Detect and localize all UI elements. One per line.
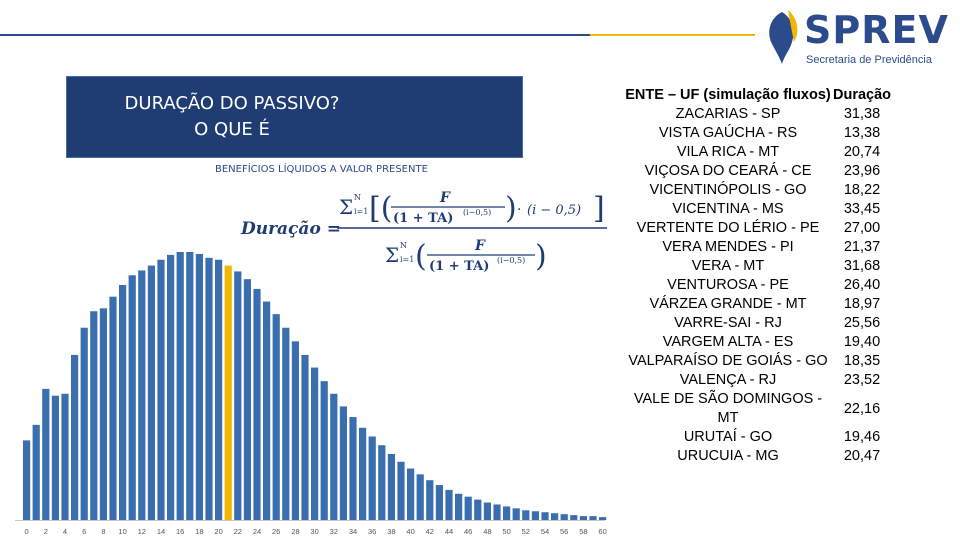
duracao-cell: 27,00: [843, 220, 881, 236]
chart-bar: [196, 254, 203, 520]
duracao-cell: 25,56: [843, 315, 881, 331]
chart-bar: [465, 497, 472, 520]
chart-bar: [61, 394, 68, 520]
x-tick-label: 24: [252, 527, 262, 536]
ente-cell: VALPARAÍSO DE GOIÁS - GO: [628, 353, 828, 369]
x-tick-label: 20: [214, 527, 223, 536]
chart-bar: [321, 381, 328, 520]
chart-bar: [369, 436, 376, 520]
chart-bar: [100, 308, 107, 520]
duracao-cell: 23,96: [843, 163, 881, 179]
chart-bar: [282, 328, 289, 520]
formula-ta-top: (1 + TA): [393, 211, 454, 226]
ente-cell: VIÇOSA DO CEARÁ - CE: [644, 163, 812, 179]
chart-bar: [551, 513, 558, 520]
x-tick-label: 10: [118, 527, 127, 536]
ente-cell: VISTA GAÚCHA - RS: [658, 125, 798, 141]
duracao-cell: 22,16: [843, 400, 881, 417]
table-row: [625, 200, 893, 219]
header-rule-accent: [590, 34, 755, 36]
x-tick-label: 38: [387, 527, 396, 536]
chart-bar: [205, 258, 212, 520]
ente-cell: VALE DE SÃO DOMINGOS - MT: [633, 391, 823, 426]
table-row: [625, 390, 893, 428]
ente-cell: VENTUROSA - PE: [667, 277, 789, 293]
table-row: [625, 219, 893, 238]
x-tick-label: 58: [579, 527, 588, 536]
chart-bar: [119, 285, 126, 520]
svg-text:[(: [(: [369, 191, 393, 226]
formula-lhs: Duração =: [241, 219, 341, 239]
svg-text:): ): [535, 239, 547, 274]
formula-ta-bottom: (1 + TA): [429, 259, 490, 274]
chart-bar: [90, 311, 97, 520]
ente-cell: VICENTINÓPOLIS - GO: [649, 182, 807, 198]
chart-bar: [263, 302, 270, 520]
chart-bar: [215, 260, 222, 520]
chart-bar: [234, 271, 241, 520]
chart-bar: [436, 485, 443, 520]
x-tick-label: 14: [156, 527, 166, 536]
duracao-cell: 26,40: [843, 277, 881, 293]
ente-cell: VALENÇA - RJ: [679, 372, 777, 388]
table-header-row: [625, 86, 893, 105]
column-header-duracao: Duração: [832, 87, 892, 103]
chart-bar: [71, 355, 78, 520]
duracao-cell: 23,52: [843, 372, 881, 388]
x-tick-label: 42: [425, 527, 434, 536]
chart-bar: [129, 275, 136, 520]
chart-bar: [397, 462, 404, 520]
table-row: [625, 181, 893, 200]
duracao-cell: 18,97: [843, 296, 881, 312]
table-row: [625, 162, 893, 181]
chart-bar: [177, 252, 184, 520]
x-tick-label: 34: [348, 527, 358, 536]
chart-bar: [388, 454, 395, 520]
chart-bar: [349, 417, 356, 520]
chart-bar: [426, 480, 433, 520]
column-header-ente: ENTE – UF (simulação fluxos): [625, 87, 831, 103]
chart-bar: [301, 355, 308, 520]
table-row: [625, 295, 893, 314]
x-tick-label: 48: [483, 527, 492, 536]
x-tick-label: 0: [24, 527, 29, 536]
chart-bar: [561, 514, 568, 520]
chart-bar: [474, 500, 481, 520]
x-tick-label: 8: [101, 527, 106, 536]
chart-bar: [570, 515, 577, 520]
logo-subtitle: Secretaria de Previdência: [806, 54, 932, 66]
duracao-cell: 18,35: [843, 353, 881, 369]
table-row: [625, 333, 893, 352]
chart-bar: [42, 389, 49, 520]
ente-cell: VARRE-SAI - RJ: [674, 315, 782, 331]
formula-exp-top: (i−0,5): [463, 208, 492, 217]
chart-bar: [513, 508, 520, 520]
chart-bar: [81, 328, 88, 520]
ente-cell: VICENTINA - MS: [672, 201, 784, 217]
chart-bar: [292, 341, 299, 520]
formula-caption: BENEFÍCIOS LÍQUIDOS A VALOR PRESENTE: [215, 164, 428, 175]
x-tick-label: 30: [310, 527, 319, 536]
ente-cell: VARGEM ALTA - ES: [662, 334, 794, 350]
formula-fi-top: F: [440, 190, 450, 206]
table-row: [625, 257, 893, 276]
chart-bar: [455, 494, 462, 520]
duracao-cell: 19,40: [843, 334, 881, 350]
chart-bar: [33, 425, 40, 520]
x-tick-label: 60: [598, 527, 607, 536]
x-tick-label: 4: [62, 527, 68, 536]
table-row: [625, 447, 893, 466]
ente-cell: VILA RICA - MT: [676, 144, 780, 160]
chart-bar: [580, 516, 587, 520]
table-row: [625, 314, 893, 333]
chart-bar: [532, 511, 539, 520]
duracao-cell: 31,38: [843, 106, 881, 122]
x-tick-label: 22: [233, 527, 242, 536]
ente-cell: VERA MENDES - PI: [662, 239, 794, 255]
chart-bar: [407, 469, 414, 520]
chart-bar: [330, 394, 337, 520]
x-tick-label: 12: [137, 527, 146, 536]
svg-text:·: ·: [517, 202, 522, 218]
benefits-bar-chart: [15, 236, 605, 540]
chart-bar: [273, 314, 280, 520]
chart-bar: [157, 260, 164, 520]
svg-text:N: N: [354, 193, 361, 202]
chart-bar: [167, 255, 174, 520]
x-tick-label: 44: [444, 527, 454, 536]
chart-bar: [148, 266, 155, 520]
chart-bar: [311, 368, 318, 520]
x-tick-label: 6: [82, 527, 87, 536]
table-row: [625, 124, 893, 143]
formula-factor: (i − 0,5): [527, 203, 582, 218]
table-row: [625, 428, 893, 447]
duracao-cell: 13,38: [843, 125, 881, 141]
page-title: DURAÇÃO DO PASSIVO? O QUE É: [124, 93, 340, 140]
svg-text:Σ: Σ: [339, 195, 354, 219]
chart-bar: [52, 396, 59, 520]
x-tick-label: 54: [540, 527, 550, 536]
duracao-cell: 19,46: [843, 429, 881, 445]
chart-bar: [186, 252, 193, 520]
chart-bar: [503, 506, 510, 520]
x-tick-label: 16: [176, 527, 185, 536]
sprev-logo: [760, 6, 955, 68]
ente-cell: VERTENTE DO LÉRIO - PE: [636, 220, 820, 236]
chart-bar: [445, 490, 452, 520]
chart-bar: [109, 297, 116, 520]
formula-exp-bottom: (i−0,5): [497, 256, 526, 265]
ente-cell: URUTAÍ - GO: [683, 429, 773, 445]
highlight-bar: [225, 266, 232, 520]
table-row: [625, 371, 893, 390]
sprev-logo-icon: [762, 8, 802, 66]
duracao-cell: 31,68: [843, 258, 881, 274]
chart-bar: [599, 517, 606, 520]
title-box: [66, 76, 523, 158]
logo-wordmark: SPREV: [804, 8, 949, 52]
chart-bar: [253, 289, 260, 520]
x-tick-label: 2: [43, 527, 48, 536]
x-tick-label: 28: [291, 527, 300, 536]
ente-cell: URUCUIA - MG: [677, 448, 779, 464]
chart-bar: [522, 510, 529, 520]
table-row: [625, 276, 893, 295]
svg-text:i=1: i=1: [354, 207, 369, 216]
chart-bar: [417, 474, 424, 520]
duration-table: [625, 86, 893, 466]
x-tick-label: 36: [368, 527, 377, 536]
table-row: [625, 352, 893, 371]
svg-text:Σ: Σ: [385, 243, 400, 267]
chart-bar: [340, 406, 347, 520]
svg-text:): ): [505, 191, 517, 226]
x-tick-label: 56: [560, 527, 569, 536]
chart-bar: [359, 428, 366, 520]
x-tick-label: 18: [195, 527, 204, 536]
table-row: [625, 143, 893, 162]
chart-bar: [244, 279, 251, 520]
table-row: [625, 105, 893, 124]
chart-bar: [378, 445, 385, 520]
chart-bar: [484, 503, 491, 520]
duracao-cell: 21,37: [843, 239, 881, 255]
duracao-cell: 20,47: [843, 448, 881, 464]
x-tick-label: 46: [464, 527, 473, 536]
duracao-cell: 33,45: [843, 201, 881, 217]
duracao-cell: 18,22: [843, 182, 881, 198]
chart-bar: [23, 440, 30, 520]
formula-fi-bottom: F: [475, 238, 485, 254]
svg-text:]: ]: [593, 191, 605, 226]
table-row: [625, 238, 893, 257]
svg-text:N: N: [400, 241, 407, 250]
chart-bar: [138, 270, 145, 520]
chart-bar: [589, 516, 596, 520]
ente-cell: VÁRZEA GRANDE - MT: [649, 296, 807, 312]
ente-cell: VERA - MT: [691, 258, 765, 274]
x-tick-label: 50: [502, 527, 511, 536]
x-tick-label: 32: [329, 527, 338, 536]
ente-cell: ZACARIAS - SP: [675, 106, 781, 122]
chart-bar: [541, 512, 548, 520]
duracao-cell: 20,74: [843, 144, 881, 160]
svg-text:i=1: i=1: [400, 255, 415, 264]
chart-bar: [493, 504, 500, 520]
x-tick-label: 40: [406, 527, 415, 536]
svg-text:(: (: [415, 239, 427, 274]
x-tick-label: 26: [272, 527, 281, 536]
x-tick-label: 52: [521, 527, 530, 536]
